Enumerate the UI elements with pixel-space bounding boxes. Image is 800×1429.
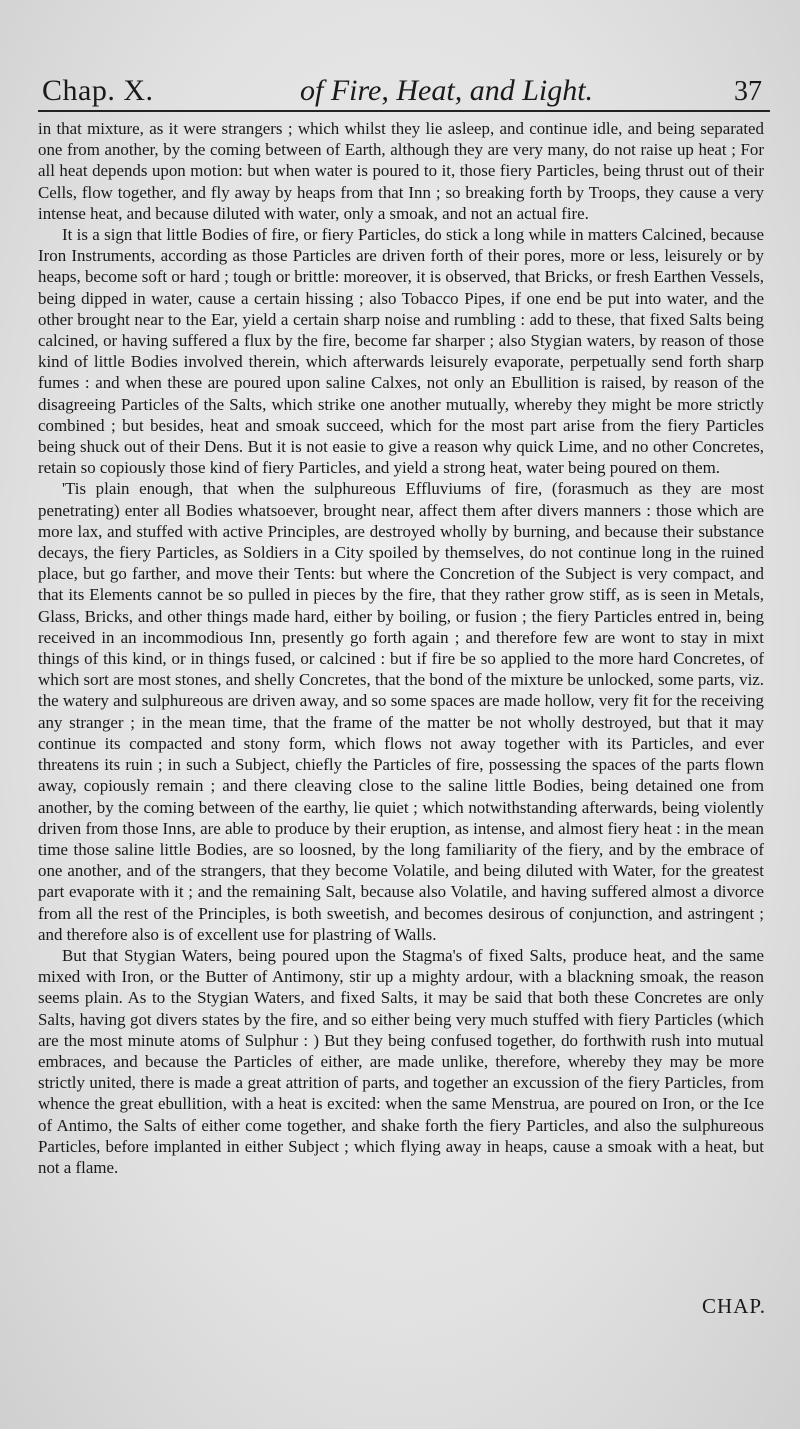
paragraph-3: 'Tis plain enough, that when the sulphureous Effluviums of fire, (forasmuch as they are most penetrating) enter all Bodies whatsoever, brought near, affect them after divers manners : those which are more lax, and stuffed with active Principles, are destroyed wholly by burning, and because their substance decays, the fiery Particles, as Soldiers in a City spoiled by themselves, do not continue long in the ruined place, but go farther, and move their Tents: but where the Concretion of the Subject is very compact, and that its Elements cannot be so pulled in pieces by the fire, that they rather grow stiff, as is seen in Metals, Glass, Bricks, and other things made hard, either by boiling, or fusion ; the fiery Particles entred in, being received in an incommodious Inn, presently go forth again ; and therefore few are wont to stay in mixt things of this kind, or in things fused, or calcined : but if fire be so applied to the more hard Concretes, of which sort are most stones, and shelly Concretes, that the bond of the mixture be unlocked, some parts, viz. the watery and sulphureous are driven away, and so some spaces are made hollow, very fit for the receiving any stranger ; in the mean time, that the frame of the matter be not wholly destroyed, but that it may continue its compacted and stony form, which flows not away together with its Particles, and ever threatens its ruin ; in such a Subject, chiefly the Particles of fire, possessing the spaces of the parts flown away, copiously remain ; and there cleaving close to the saline little Bodies, being detained one from another, by the coming between of the earthy, lie quiet ; which notwithstanding afterwards, being violently driven from those Inns, are able to produce by their eruption, as intense, and almost fiery heat : in the mean time those saline little Bodies, are so loosned, by the long familiarity of the fiery, and by the embrace of one another, and of the strangers, that they become Volatile, and being diluted with Water, for the greatest part evaporate with it ; and the remaining Salt, because also Volatile, and having suffered almost a divorce from all the rest of the Principles, is both sweetish, and becomes desirous of conjunction, and astringent ; and therefore also is of excellent use for plastring of Walls.	[38, 479, 764, 944]
chapter-label: Chap. X.	[42, 74, 154, 107]
catchword: CHAP.	[702, 1294, 766, 1318]
paragraph-1: in that mixture, as it were strangers ; which whilst they lie asleep, and continue idle, and being separated one from another, by the coming between of Earth, although they are very many, do not raise up heat ; For all heat depends upon motion: but when water is poured to it, those fiery Particles, being thrust out of their Cells, flow together, and fly away by heaps from that Inn ; so breaking forth by Troops, they cause a very intense heat, and because diluted with water, only a smoak, and not an actual fire.	[38, 119, 764, 223]
running-title: of Fire, Heat, and Light.	[300, 74, 594, 107]
paragraph-2: It is a sign that little Bodies of fire, or fiery Particles, do stick a long while in matters Calcined, because Iron Instruments, according as those Particles are driven forth of their pores, more or less, leisurely or by heaps, become soft or hard ; tough or brittle: moreover, it is observed, that Bricks, or fresh Earthen Vessels, being dipped in water, cause a certain hissing ; also Tobacco Pipes, if one end be put into water, and the other brought near to the Ear, yield a certain sharp noise and rumbling : add to these, that fixed Salts being calcined, or having suffered a flux by the fire, become far sharper ; also Stygian waters, by reason of those kind of little Bodies involved therein, which afterwards leisurely evaporate, perpetually send forth sharp fumes : and when these are poured upon saline Calxes, not only an Ebullition is raised, by reason of the disagreeing Particles of the Salts, which strike one another mutually, whereby they might be more strictly combined ; but besides, heat and smoak succeed, which for the most part arise from the fiery Particles being shuck out of their Dens. But it is not easie to give a reason why quick Lime, and no other Concretes, retain so copiously those kind of fiery Particles, and yield a strong heat, water being poured on them.	[38, 225, 764, 478]
paragraph-4: But that Stygian Waters, being poured upon the Stagma's of fixed Salts, produce heat, and the same mixed with Iron, or the Butter of Antimony, stir up a mighty ardour, with a blackning smoak, the reason seems plain. As to the Stygian Waters, and fixed Salts, it may be said that both these Concretes are only Salts, having got divers states by the fire, and so either being very much stuffed with fiery Particles (which are the most minute atoms of Sulphur : ) But they being confused together, do forthwith rush into mutual embraces, and because the Particles of either, are made unlike, therefore, whereby they may be more strictly united, there is made a great attrition of parts, and together an excussion of the fiery Particles, from whence the great ebullition, with a heat is excited: when the same Menstrua, are poured on Iron, or the Ice of Antimo, the Salts of either come together, and shake forth the fiery Particles, and also the sulphureous Particles, before implanted in either Subject ; which flying away in heaps, cause a smoak with a heat, but not a flame.	[38, 945, 764, 1177]
page-number: 37	[734, 76, 762, 107]
header-rule	[38, 110, 770, 112]
body-text	[38, 118, 764, 1178]
page-header	[38, 62, 768, 114]
